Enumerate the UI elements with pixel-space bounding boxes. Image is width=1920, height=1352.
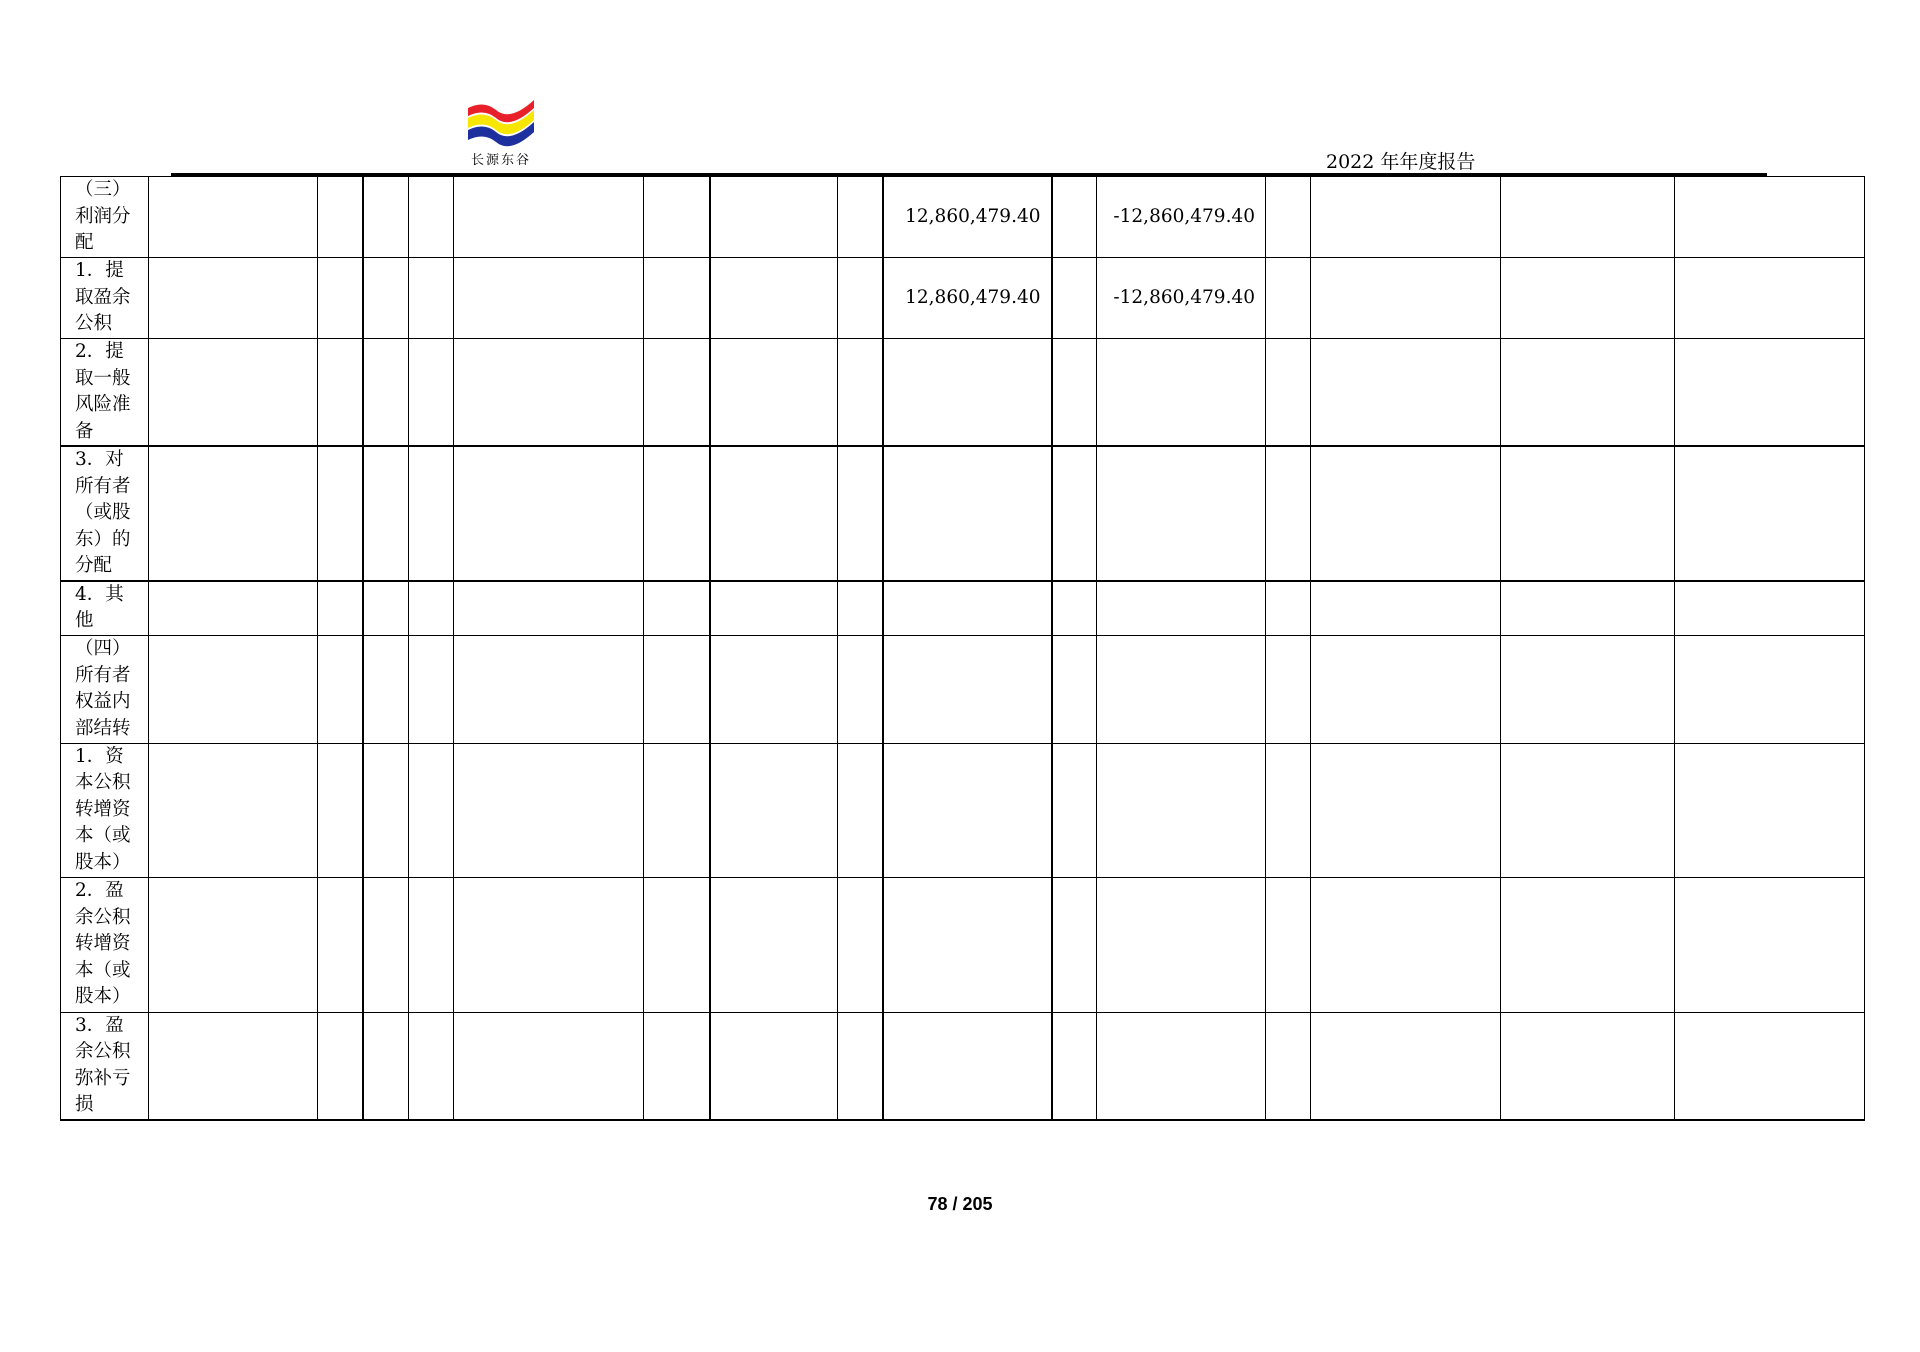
- table-cell: [1311, 1012, 1501, 1120]
- table-cell: [1675, 1012, 1865, 1120]
- table-cell: [318, 743, 363, 877]
- table-row: [61, 339, 1865, 447]
- table-cell: [409, 635, 454, 743]
- table-cell: [1266, 258, 1311, 339]
- table-cell: [1311, 877, 1501, 1012]
- table-cell: [149, 177, 318, 258]
- table-cell: [883, 339, 1052, 447]
- table-row: [61, 635, 1865, 743]
- table-cell: [1675, 177, 1865, 258]
- table-row: [61, 581, 1865, 636]
- table-cell: [1675, 581, 1865, 636]
- table-cell: [838, 339, 883, 447]
- table-cell: [454, 177, 644, 258]
- row-label: 3．对所有者（或股东）的分配: [61, 446, 149, 581]
- table-cell: [363, 258, 409, 339]
- table-cell: [838, 635, 883, 743]
- table-cell: [644, 581, 710, 636]
- row-label: （三）利润分配: [61, 177, 149, 258]
- table-cell: [318, 877, 363, 1012]
- table-cell: [149, 743, 318, 877]
- table-cell: [318, 581, 363, 636]
- table-cell: [1311, 635, 1501, 743]
- table-cell: [710, 1012, 838, 1120]
- row-label: 1．提取盈余公积: [61, 258, 149, 339]
- table-cell: [883, 581, 1052, 636]
- table-cell: [149, 635, 318, 743]
- table-cell: [363, 743, 409, 877]
- table-cell: [710, 743, 838, 877]
- table-cell: [838, 446, 883, 581]
- table-cell: [409, 258, 454, 339]
- table-cell: [409, 177, 454, 258]
- table-cell: [149, 339, 318, 447]
- table-cell: [149, 1012, 318, 1120]
- table-cell: [1052, 877, 1097, 1012]
- row-label: 1．资本公积转增资本（或股本）: [61, 743, 149, 877]
- table-cell: [1266, 177, 1311, 258]
- table-cell: [409, 877, 454, 1012]
- table-cell: [838, 743, 883, 877]
- table-cell: [1675, 877, 1865, 1012]
- table-row: [61, 877, 1865, 1012]
- table-cell: [363, 1012, 409, 1120]
- table-cell: [1311, 258, 1501, 339]
- table-cell: -12,860,479.40: [1097, 177, 1266, 258]
- row-label: 3．盈余公积弥补亏损: [61, 1012, 149, 1120]
- table-cell: [883, 743, 1052, 877]
- table-cell: [644, 1012, 710, 1120]
- table-cell: [1501, 581, 1675, 636]
- table-cell: [1501, 339, 1675, 447]
- table-cell: [1501, 1012, 1675, 1120]
- table-cell: [454, 258, 644, 339]
- table-cell: [1097, 635, 1266, 743]
- table-cell: [1675, 635, 1865, 743]
- row-label: 2．提取一般风险准备: [61, 339, 149, 447]
- table-cell: [710, 877, 838, 1012]
- table-cell: [883, 1012, 1052, 1120]
- table-cell: [1052, 1012, 1097, 1120]
- table-cell: [1097, 1012, 1266, 1120]
- table-cell: [363, 446, 409, 581]
- table-row: [61, 446, 1865, 581]
- table-cell: [1097, 339, 1266, 447]
- table-cell: 12,860,479.40: [883, 177, 1052, 258]
- table-cell: [454, 339, 644, 447]
- table-cell: [1052, 635, 1097, 743]
- table-cell: [1501, 635, 1675, 743]
- table-cell: [1266, 743, 1311, 877]
- table-cell: [644, 339, 710, 447]
- page-number: 78 / 205: [927, 1194, 993, 1214]
- table-cell: [1052, 258, 1097, 339]
- table-cell: [1266, 1012, 1311, 1120]
- table-cell: [644, 177, 710, 258]
- table-cell: [409, 581, 454, 636]
- table-cell: [318, 339, 363, 447]
- table-cell: [838, 258, 883, 339]
- table-cell: [1311, 581, 1501, 636]
- table-cell: [409, 1012, 454, 1120]
- table-cell: [363, 581, 409, 636]
- table-cell: [454, 743, 644, 877]
- table-cell: [1501, 877, 1675, 1012]
- table-cell: [1675, 446, 1865, 581]
- table-cell: [644, 446, 710, 581]
- table-cell: [838, 877, 883, 1012]
- row-label: （四）所有者权益内部结转: [61, 635, 149, 743]
- table-cell: [454, 581, 644, 636]
- table-cell: 12,860,479.40: [883, 258, 1052, 339]
- table-cell: [409, 339, 454, 447]
- table-cell: [1097, 743, 1266, 877]
- table-cell: [149, 877, 318, 1012]
- table-cell: [883, 877, 1052, 1012]
- table-cell: [838, 581, 883, 636]
- table-cell: [644, 635, 710, 743]
- table-cell: [149, 581, 318, 636]
- table-cell: [1266, 581, 1311, 636]
- table-row: [61, 1012, 1865, 1120]
- table-cell: [454, 446, 644, 581]
- logo-text: 长源东谷: [470, 153, 531, 168]
- table-cell: [1097, 877, 1266, 1012]
- table-cell: [1097, 446, 1266, 581]
- table-cell: [363, 635, 409, 743]
- table-cell: [363, 177, 409, 258]
- table-cell: [454, 635, 644, 743]
- table-cell: [318, 258, 363, 339]
- table-cell: [644, 743, 710, 877]
- table-cell: [1266, 635, 1311, 743]
- table-cell: [1052, 581, 1097, 636]
- table-cell: [1052, 446, 1097, 581]
- table-cell: -12,860,479.40: [1097, 258, 1266, 339]
- table-cell: [363, 339, 409, 447]
- table-cell: [710, 635, 838, 743]
- logo-wave-icon: [466, 98, 536, 148]
- table-cell: [409, 446, 454, 581]
- table-cell: [1052, 743, 1097, 877]
- table-cell: [1266, 339, 1311, 447]
- table-cell: [409, 743, 454, 877]
- table-cell: [1311, 177, 1501, 258]
- table-cell: [710, 339, 838, 447]
- table-cell: [1311, 339, 1501, 447]
- table-cell: [1266, 877, 1311, 1012]
- table-row: [61, 258, 1865, 339]
- table-cell: [1501, 258, 1675, 339]
- table-cell: [710, 581, 838, 636]
- table-cell: [1501, 177, 1675, 258]
- table-cell: [710, 446, 838, 581]
- table-cell: [454, 877, 644, 1012]
- table-cell: [883, 635, 1052, 743]
- table-cell: [1266, 446, 1311, 581]
- table-cell: [1675, 258, 1865, 339]
- table-cell: [318, 446, 363, 581]
- table-cell: [710, 258, 838, 339]
- table-cell: [363, 877, 409, 1012]
- table-cell: [318, 635, 363, 743]
- table-cell: [454, 1012, 644, 1120]
- table-cell: [1311, 743, 1501, 877]
- table-cell: [1097, 581, 1266, 636]
- table-cell: [644, 258, 710, 339]
- table-cell: [1052, 339, 1097, 447]
- table-cell: [838, 1012, 883, 1120]
- table-cell: [318, 1012, 363, 1120]
- table-cell: [1501, 446, 1675, 581]
- table-cell: [1311, 446, 1501, 581]
- table-cell: [1501, 743, 1675, 877]
- report-title: 2022 年年度报告: [1326, 151, 1476, 173]
- table-cell: [318, 177, 363, 258]
- row-label: 4．其他: [61, 581, 149, 636]
- table-cell: [149, 446, 318, 581]
- table-cell: [149, 258, 318, 339]
- table-cell: [644, 877, 710, 1012]
- row-label: 2．盈余公积转增资本（或股本）: [61, 877, 149, 1012]
- table-cell: [710, 177, 838, 258]
- table-cell: [883, 446, 1052, 581]
- equity-changes-table: [60, 176, 1865, 1121]
- table-cell: [838, 177, 883, 258]
- table-cell: [1675, 339, 1865, 447]
- table-cell: [1052, 177, 1097, 258]
- table-row: [61, 743, 1865, 877]
- company-logo: [466, 98, 536, 170]
- table-cell: [1675, 743, 1865, 877]
- table-row: [61, 177, 1865, 258]
